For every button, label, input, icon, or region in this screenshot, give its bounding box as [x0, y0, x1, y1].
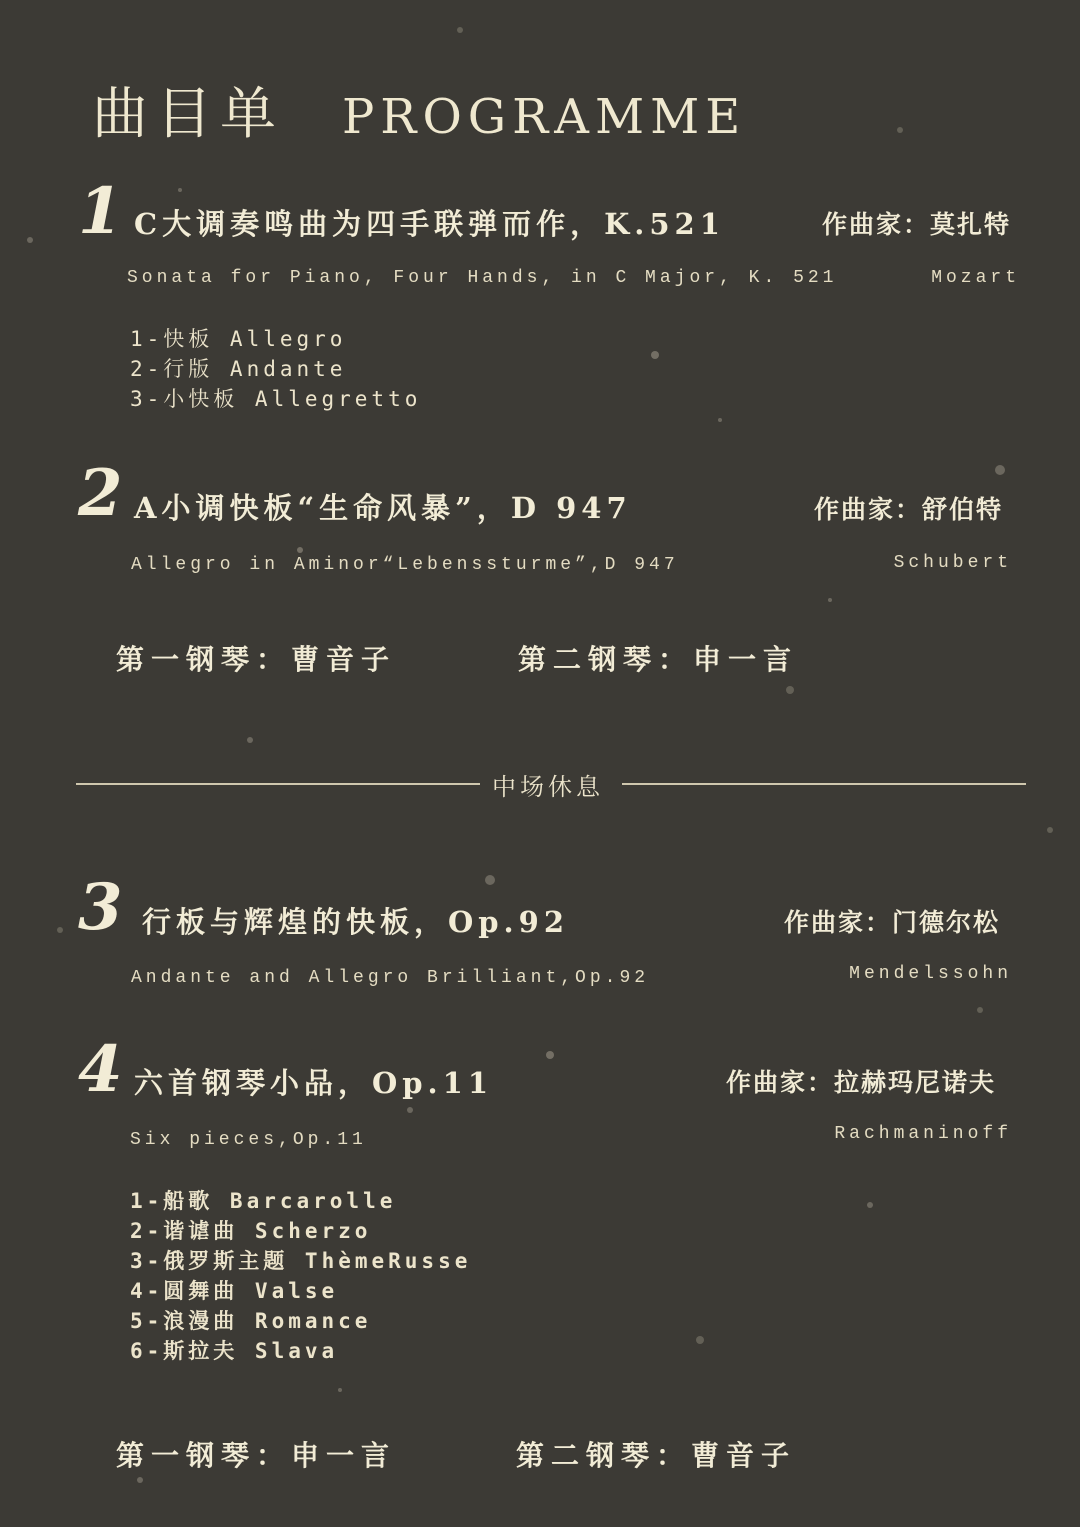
composer-en: Schubert: [893, 553, 1012, 573]
movement-item: 5-浪漫曲 Romance: [130, 1309, 372, 1333]
movement-item: 1-船歌 Barcarolle: [130, 1189, 397, 1213]
movement-item: 6-斯拉夫 Slava: [130, 1339, 339, 1363]
piece-title-cn: C大调奏鸣曲为四手联弹而作，K.521: [134, 207, 725, 241]
movement-item: 3-俄罗斯主题 ThèmeRusse: [130, 1249, 472, 1273]
composer-cn: 作曲家：门德尔松: [784, 908, 1001, 937]
movement-list: [130, 1186, 471, 1366]
piece-title-en: Six pieces,Op.11: [130, 1130, 367, 1150]
divider-right: [622, 783, 1026, 785]
piece-number: 2: [78, 456, 123, 531]
first-piano-performer: 第一钢琴：曹音子: [116, 643, 397, 676]
composer-en: Mendelssohn: [849, 964, 1012, 984]
composer-en: Mozart: [931, 268, 1020, 288]
piece-title-en: Andante and Allegro Brilliant,Op.92: [131, 968, 650, 988]
composer-en: Rachmaninoff: [834, 1124, 1012, 1144]
title-cn: 曲目单: [92, 82, 284, 147]
movement-list: [130, 324, 421, 414]
piece-number: 1: [78, 174, 123, 249]
divider-left: [76, 783, 480, 785]
piece-title-en: Sonata for Piano, Four Hands, in C Major, K. 521: [127, 268, 838, 288]
movement-item: 2-谐谑曲 Scherzo: [130, 1219, 372, 1243]
intermission-label: 中场休息: [492, 773, 604, 801]
piece-title-cn: A小调快板“生命风暴”，D 947: [134, 491, 632, 525]
second-piano-performer: 第二钢琴：曹音子: [516, 1439, 797, 1472]
movement-item: 4-圆舞曲 Valse: [130, 1279, 339, 1303]
piece-number: 3: [78, 870, 123, 945]
piece-title-en: Allegro in Aminor“Lebenssturme”,D 947: [131, 555, 679, 575]
movement-item: 1-快板 Allegro: [130, 327, 347, 351]
movement-item: 2-行版 Andante: [130, 357, 347, 381]
composer-cn: 作曲家：莫扎特: [822, 210, 1012, 239]
second-piano-performer: 第二钢琴：申一言: [518, 643, 799, 676]
first-piano-performer: 第一钢琴：申一言: [116, 1439, 397, 1472]
title-en: PROGRAMME: [342, 89, 747, 145]
page-title: [92, 70, 746, 150]
movement-item: 3-小快板 Allegretto: [130, 387, 422, 411]
composer-cn: 作曲家：舒伯特: [814, 495, 1004, 524]
composer-cn: 作曲家：拉赫玛尼诺夫: [726, 1068, 997, 1097]
piece-title-cn: 六首钢琴小品，Op.11: [134, 1066, 493, 1100]
piece-title-cn: 行板与辉煌的快板，Op.92: [142, 905, 569, 939]
piece-number: 4: [78, 1032, 123, 1107]
